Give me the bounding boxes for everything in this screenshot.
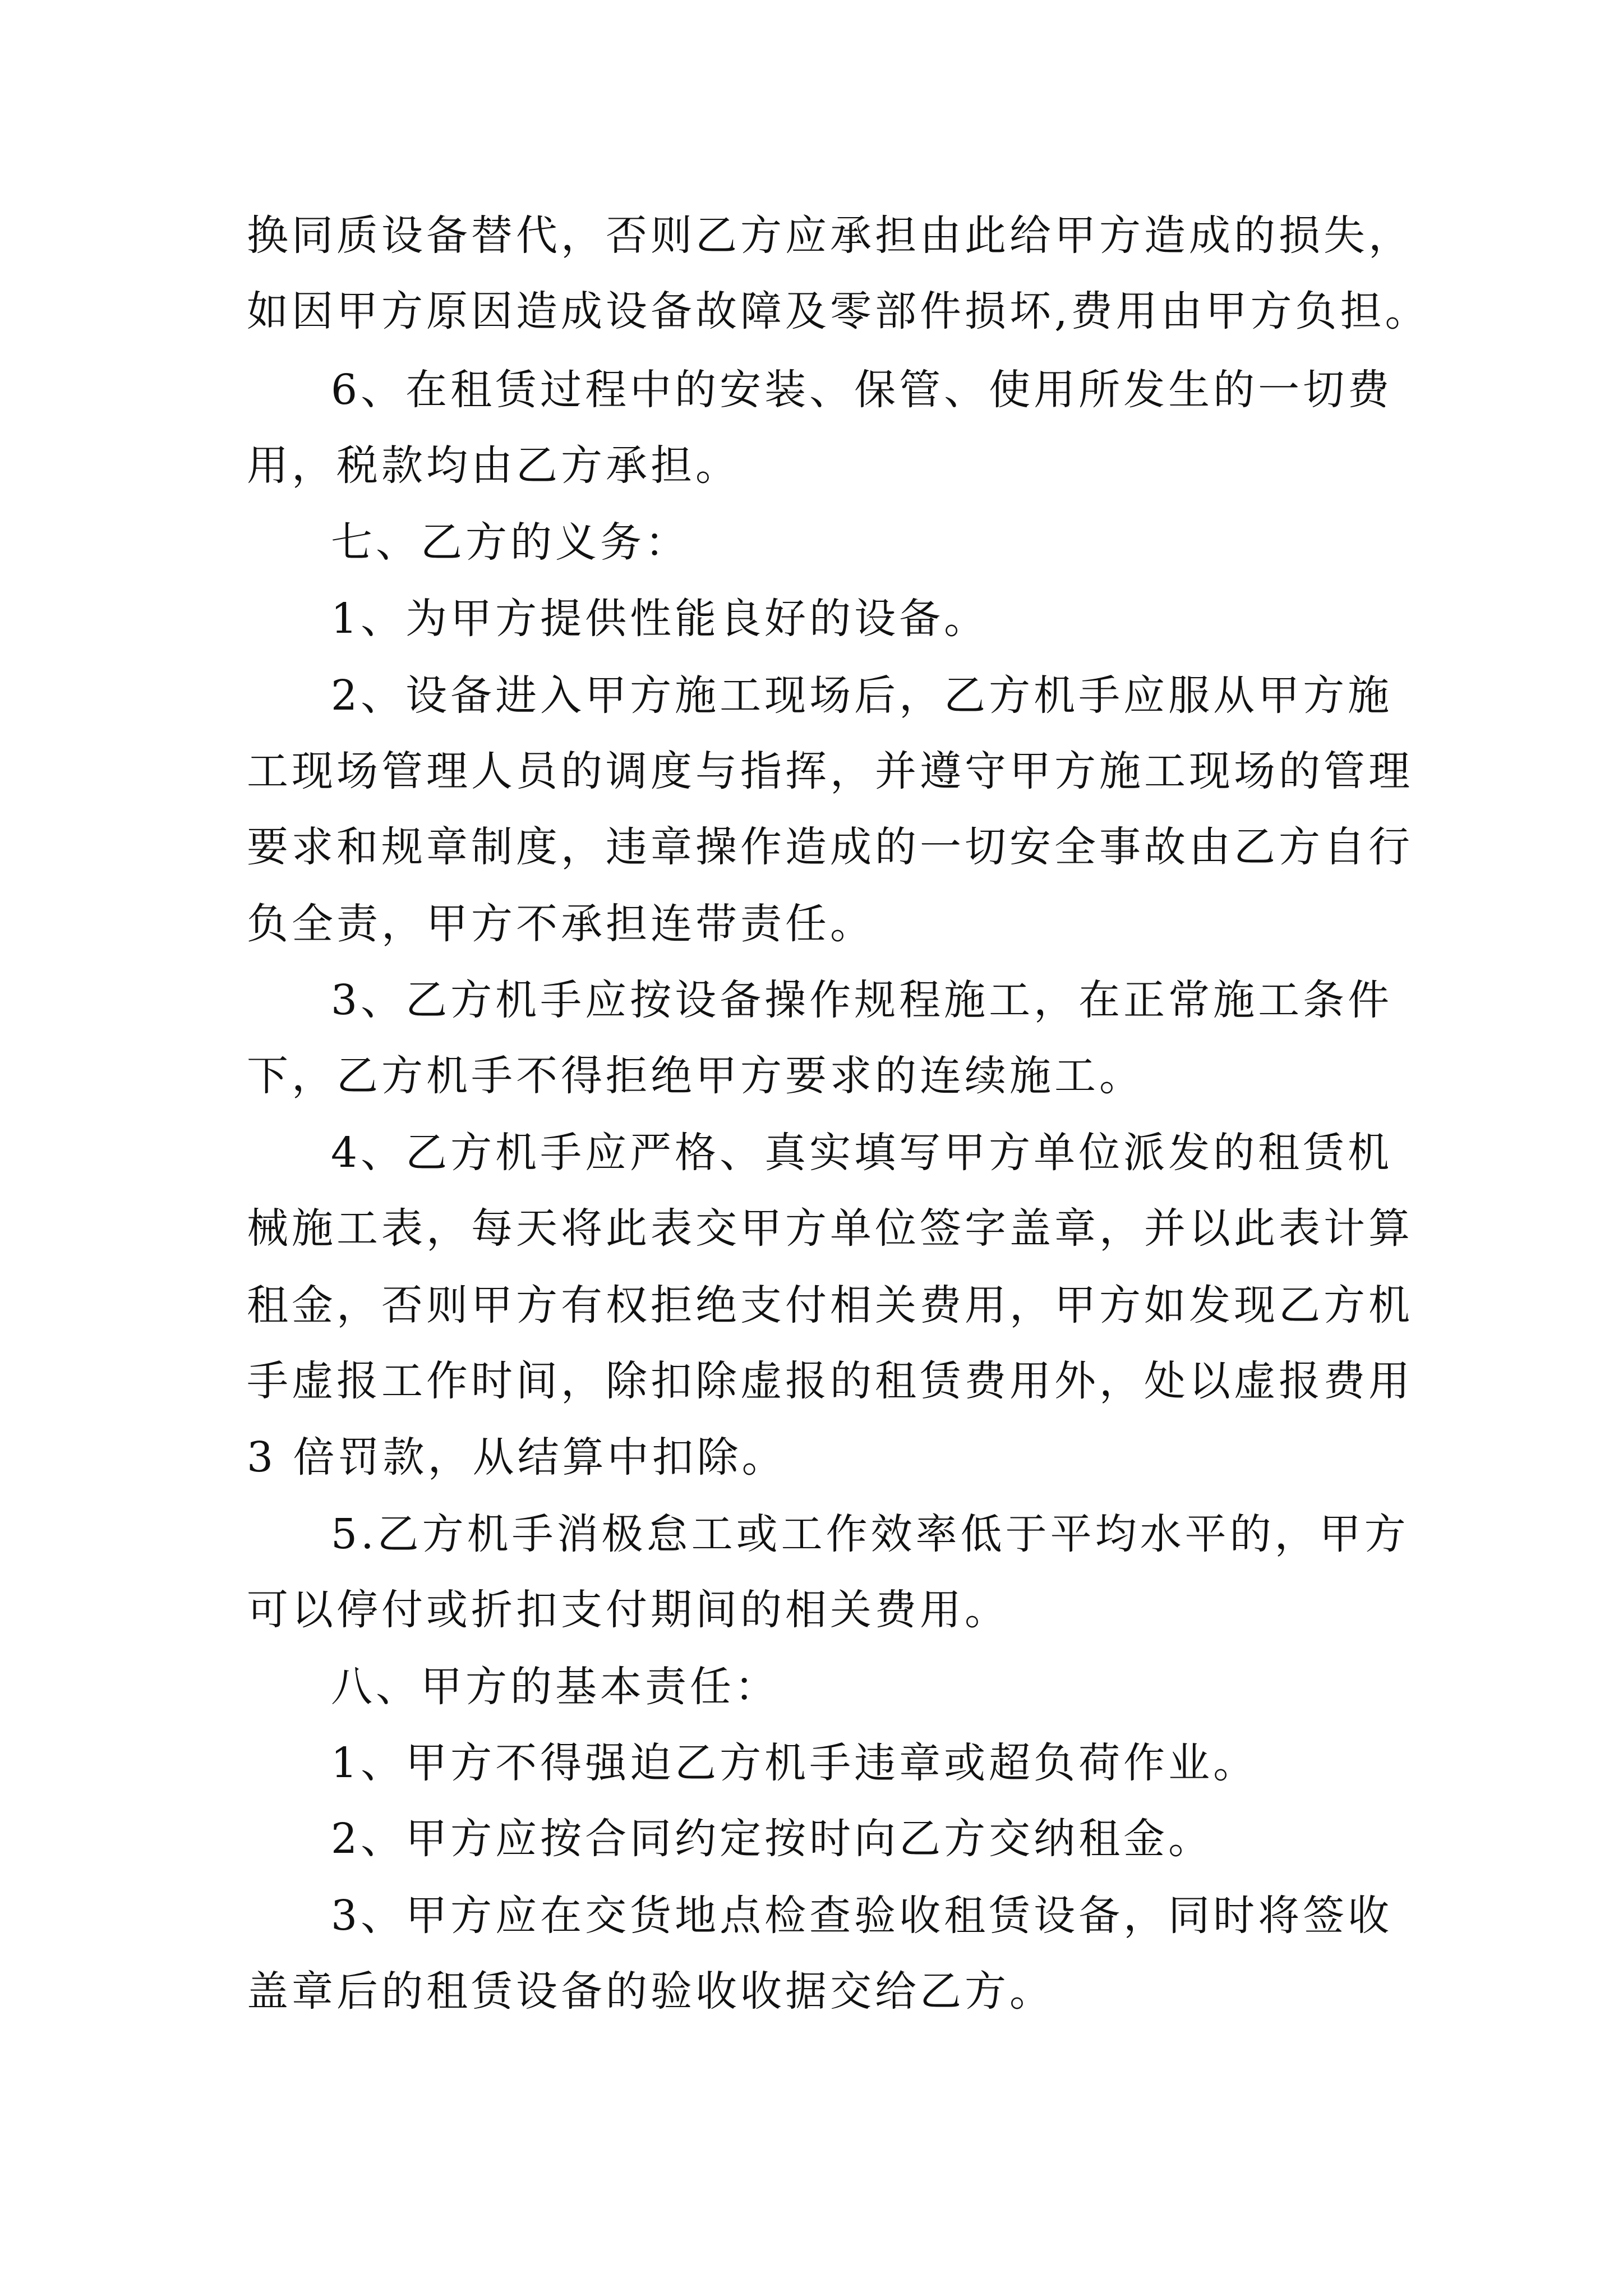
section-7-heading: 七、乙方的义务： — [331, 518, 690, 567]
text-line: 可以停付或折扣支付期间的相关费用。 — [247, 1586, 1009, 1634]
list-item-7-5: 5.乙方机手消极怠工或工作效率低于平均水平的，甲方 — [331, 1510, 1409, 1558]
paragraph-6-start: 6、在租赁过程中的安装、保管、使用所发生的一切费 — [331, 366, 1393, 414]
list-item-8-3: 3、甲方应在交货地点检查验收租赁设备，同时将签收 — [331, 1892, 1393, 1940]
text-line: 械施工表，每天将此表交甲方单位签字盖章，并以此表计算 — [247, 1204, 1413, 1253]
list-item-7-4: 4、乙方机手应严格、真实填写甲方单位派发的租赁机 — [331, 1129, 1393, 1177]
list-item-8-2: 2、甲方应按合同约定按时向乙方交纳租金。 — [331, 1815, 1214, 1863]
text-line: 如因甲方原因造成设备故障及零部件损坏,费用由甲方负担。 — [247, 287, 1430, 335]
text-line: 租金，否则甲方有权拒绝支付相关费用，甲方如发现乙方机 — [247, 1281, 1413, 1329]
text-line: 下，乙方机手不得拒绝甲方要求的连续施工。 — [247, 1052, 1144, 1100]
list-item-7-2: 2、设备进入甲方施工现场后，乙方机手应服从甲方施 — [331, 671, 1393, 720]
text-line: 用，税款均由乙方承担。 — [247, 441, 740, 490]
list-item-7-3: 3、乙方机手应按设备操作规程施工，在正常施工条件 — [331, 976, 1393, 1024]
text-line: 手虚报工作时间，除扣除虚报的租赁费用外，处以虚报费用 — [247, 1357, 1413, 1405]
list-item-7-1: 1、为甲方提供性能良好的设备。 — [331, 595, 989, 643]
text-line: 换同质设备替代，否则乙方应承担由此给甲方造成的损失， — [247, 211, 1413, 260]
text-line: 要求和规章制度，违章操作造成的一切安全事故由乙方自行 — [247, 823, 1413, 871]
section-8-heading: 八、甲方的基本责任： — [331, 1663, 780, 1711]
text-line: 负全责，甲方不承担连带责任。 — [247, 900, 875, 948]
text-line: 盖章后的租赁设备的验收收据交给乙方。 — [247, 1967, 1054, 2016]
list-item-8-1: 1、甲方不得强迫乙方机手违章或超负荷作业。 — [331, 1739, 1258, 1787]
text-line: 工现场管理人员的调度与指挥，并遵守甲方施工现场的管理 — [247, 747, 1413, 795]
text-line: 3 倍罚款，从结算中扣除。 — [247, 1433, 787, 1481]
